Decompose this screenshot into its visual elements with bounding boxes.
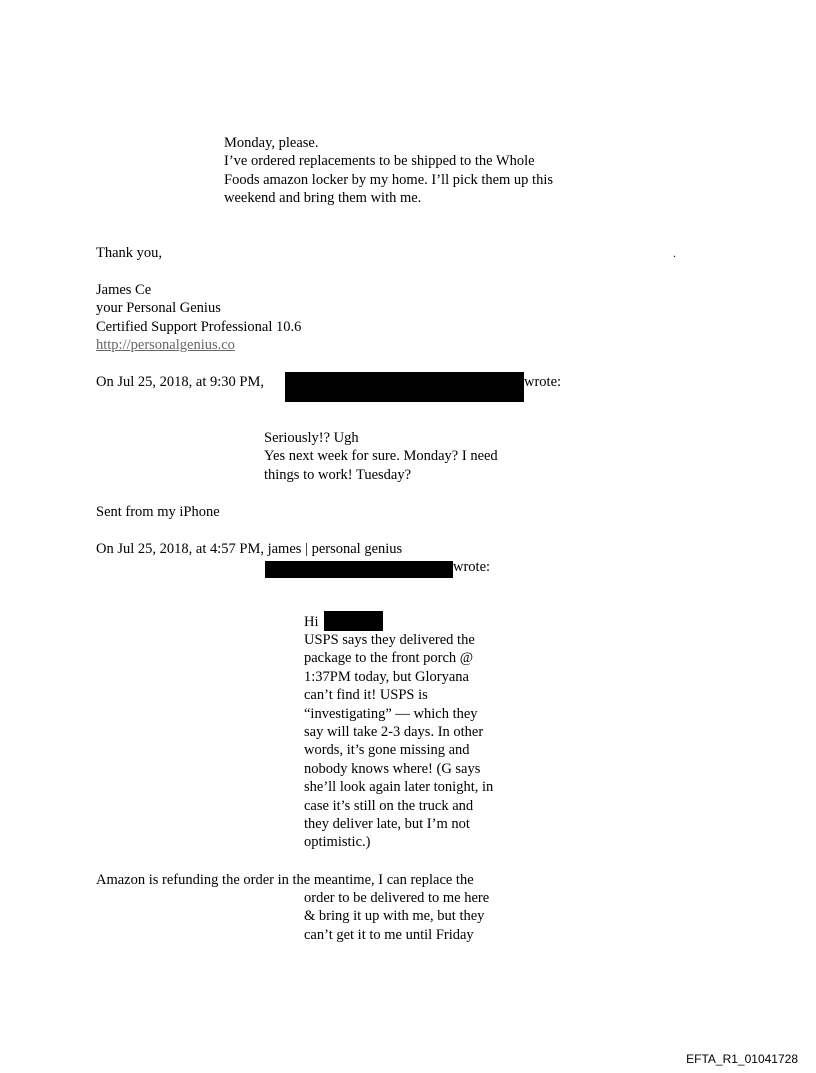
signature-url-line	[96, 336, 301, 354]
redaction-box	[324, 611, 383, 631]
quote2-line-1: USPS says they delivered the	[304, 632, 475, 648]
quote2-amazon-block	[304, 889, 489, 944]
quote2-greeting: Hi	[304, 614, 319, 630]
quote2-line-4: can’t find it! USPS is	[304, 687, 428, 704]
quote2-body	[304, 631, 493, 852]
redaction-box	[265, 561, 453, 578]
signature-url-link[interactable]: http://personalgenius.co	[96, 337, 235, 354]
quote2-amazon-line-2: & bring it up with me, but they	[304, 908, 485, 925]
reply-top-line-3: Foods amazon locker by my home. I’ll pick them up this	[224, 171, 554, 188]
reply-top-block	[224, 134, 553, 208]
quote2-greeting-line	[304, 613, 319, 631]
quote2-line-3: 1:37PM today, but Gloryana	[304, 668, 469, 685]
quote2-header-line1: On Jul 25, 2018, at 4:57 PM, james | personal genius	[96, 541, 403, 557]
quote2-wrote-label: wrote:	[453, 559, 491, 575]
quote2-line-6: say will take 2-3 days. In other	[304, 723, 484, 740]
signature-cert-line	[96, 318, 301, 336]
signature-block	[96, 281, 301, 355]
signature-closing: Thank you,	[96, 245, 163, 261]
quote2-amazon-line-1: order to be delivered to me here	[304, 890, 490, 906]
quote2-line-7: words, it’s gone missing and	[304, 742, 470, 759]
quote2-line-11: they deliver late, but I’m not	[304, 815, 470, 832]
quote2-line-9: she’ll look again later tonight, in	[304, 779, 494, 796]
quote2-line-2: package to the front porch @	[304, 650, 474, 667]
quote2-line-8: nobody knows where! (G says	[304, 760, 481, 777]
quote1-sent-from: Sent from my iPhone	[96, 504, 220, 520]
quote2-header-line2	[453, 558, 490, 576]
quote1-line-3: things to work! Tuesday?	[264, 466, 412, 483]
reply-top-line-2: I’ve ordered replacements to be shipped to the Whole	[224, 153, 535, 170]
stray-dot: .	[673, 246, 676, 260]
quote2-line-10: case it’s still on the truck and	[304, 797, 474, 814]
signature-title: your Personal Genius	[96, 300, 221, 317]
document-id: EFTA_R1_01041728	[686, 1052, 798, 1066]
quote1-line-1: Seriously!? Ugh	[264, 430, 359, 446]
quote1-line-2: Yes next week for sure. Monday? I need	[264, 448, 498, 465]
quote1-wrote-label: wrote:	[524, 374, 562, 390]
quote2-line-12: optimistic.)	[304, 834, 371, 851]
quote2-amazon-line-3: can’t get it to me until Friday	[304, 926, 474, 943]
reply-top-line-4: weekend and bring them with me.	[224, 190, 422, 207]
quote1-header-suffix	[524, 373, 561, 391]
quote1-header-prefix: On Jul 25, 2018, at 9:30 PM,	[96, 374, 264, 390]
signature-cert: Certified Support Professional 10.6	[96, 318, 302, 335]
quote2-amazon-first-line: Amazon is refunding the order in the meantime, I can replace the	[96, 872, 474, 888]
signature-name: James Ce	[96, 282, 152, 298]
quote1-body	[264, 429, 498, 484]
reply-top-line-1: Monday, please.	[224, 135, 319, 151]
quote2-line-5: “investigating” — which they	[304, 705, 478, 722]
redaction-box	[285, 372, 524, 402]
quote1-header	[96, 373, 264, 391]
